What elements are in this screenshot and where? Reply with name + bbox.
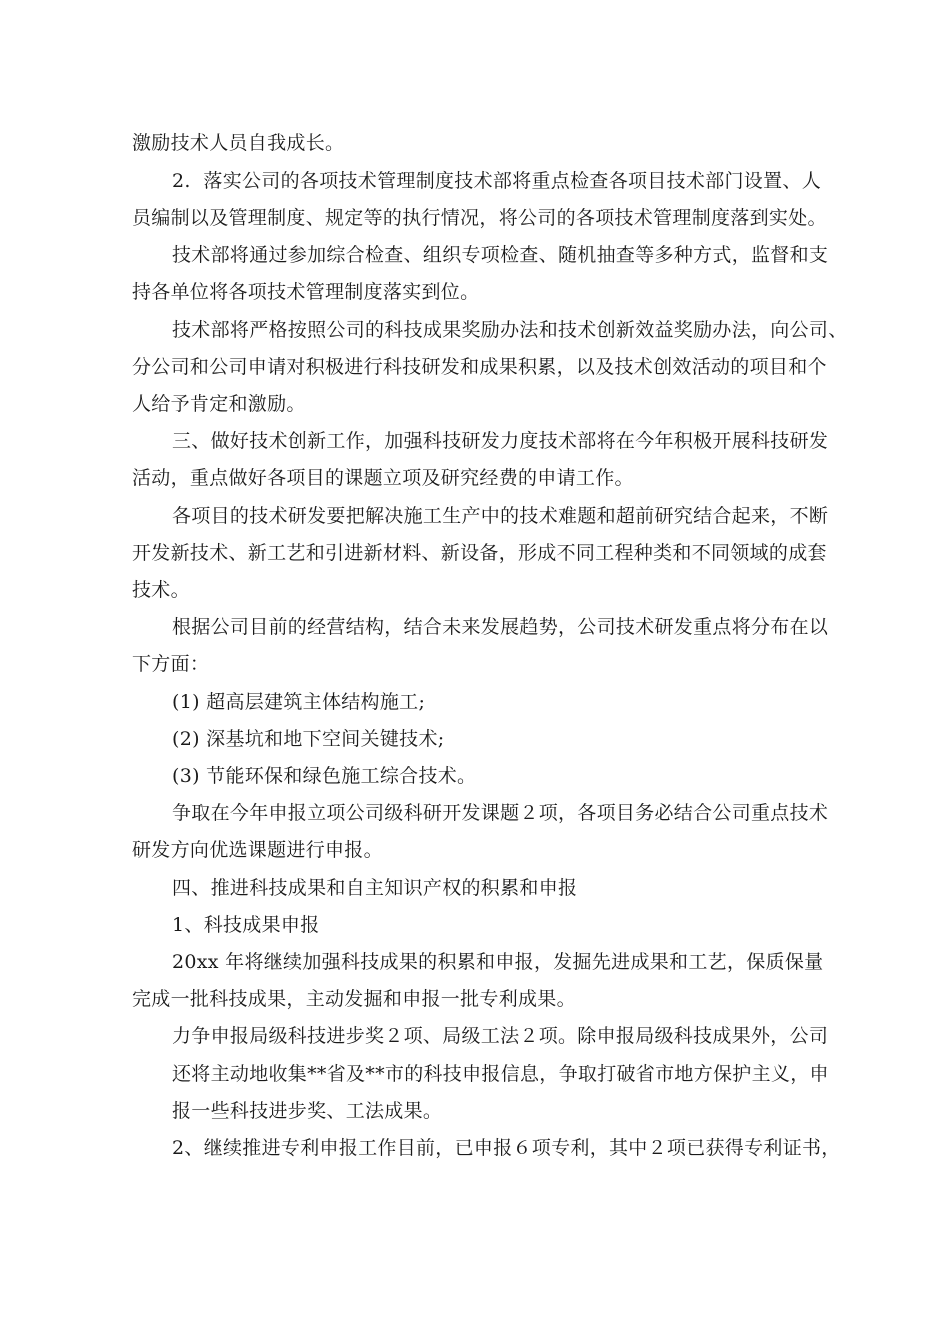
list-item: (3) 节能环保和绿色施工综合技术。: [172, 765, 477, 787]
list-item: (2) 深基坑和地下空间关键技术;: [172, 728, 445, 750]
text-line: 报一些科技进步奖、工法成果。: [172, 1100, 443, 1122]
text-line: 人给予肯定和激励。: [132, 393, 306, 415]
text-line: 持各单位将各项技术管理制度落实到位。: [132, 281, 480, 303]
text-line: 研发方向优选课题进行申报。: [132, 839, 383, 861]
text-line: 2、继续推进专利申报工作目前，已申报６项专利，其中２项已获得专利证书，: [172, 1137, 841, 1159]
text-line: 完成一批科技成果，主动发掘和申报一批专利成果。: [132, 988, 576, 1010]
list-item: (1) 超高层建筑主体结构施工;: [172, 691, 426, 713]
subsection-heading: 1、科技成果申报: [172, 914, 320, 936]
text-line: 2. 落实公司的各项技术管理制度技术部将重点检查各项目技术部门设置、人: [172, 170, 822, 192]
text-line: 还将主动地收集**省及**市的科技申报信息，争取打破省市地方保护主义，申: [172, 1063, 829, 1085]
text-line: 分公司和公司申请对积极进行科技研发和成果积累，以及技术创效活动的项目和个: [132, 356, 827, 378]
text-line: 力争申报局级科技进步奖２项、局级工法２项。除申报局级科技成果外，公司: [172, 1025, 829, 1047]
text-line: 技术。: [132, 579, 190, 601]
text-line: 根据公司目前的经营结构，结合未来发展趋势，公司技术研发重点将分布在以: [172, 616, 829, 638]
text-line: 开发新技术、新工艺和引进新材料、新设备，形成不同工程种类和不同领域的成套: [132, 542, 827, 564]
text-line: 下方面：: [132, 653, 210, 675]
section-heading: 四、推进科技成果和自主知识产权的积累和申报: [172, 877, 578, 899]
text-line: 20xx 年将继续加强科技成果的积累和申报，发掘先进成果和工艺，保质保量: [172, 951, 824, 973]
text-line: 激励技术人员自我成长。: [132, 132, 345, 154]
text-line: 技术部将严格按照公司的科技成果奖励办法和技术创新效益奖励办法，向公司、: [172, 319, 848, 341]
text-line: 各项目的技术研发要把解决施工生产中的技术难题和超前研究结合起来，不断: [172, 505, 829, 527]
text-line: 争取在今年申报立项公司级科研开发课题２项，各项目务必结合公司重点技术: [172, 802, 829, 824]
text-line: 三、做好技术创新工作，加强科技研发力度技术部将在今年积极开展科技研发: [172, 430, 829, 452]
text-line: 技术部将通过参加综合检查、组织专项检查、随机抽查等多种方式，监督和支: [172, 244, 829, 266]
text-line: 活动，重点做好各项目的课题立项及研究经费的申请工作。: [132, 467, 634, 489]
text-line: 员编制以及管理制度、规定等的执行情况，将公司的各项技术管理制度落到实处。: [132, 207, 827, 229]
